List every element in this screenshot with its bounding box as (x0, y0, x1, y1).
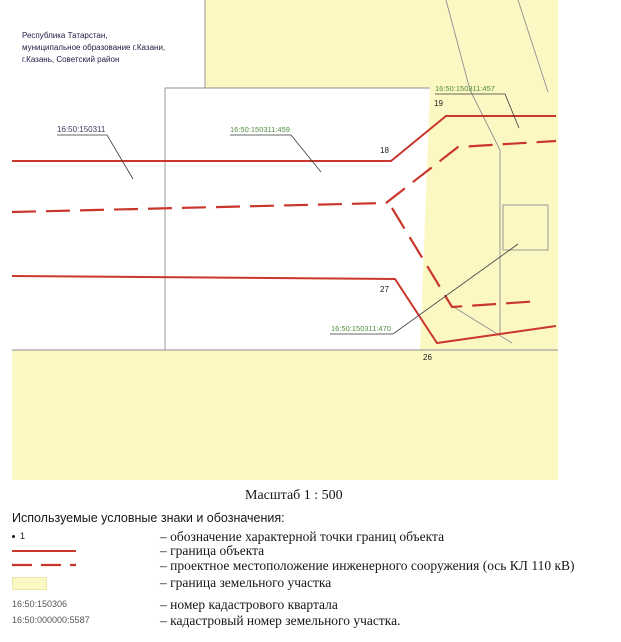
dashed-red-line-icon (12, 563, 76, 567)
legend-description: – обозначение характерной точки границ объекта (160, 529, 445, 544)
quarter-number-label: 16:50:150311 (57, 125, 106, 134)
legend-description: – кадастровый номер земельного участка. (160, 613, 401, 628)
point-number-27: 27 (380, 285, 389, 294)
legend-item-quarter-number (0, 597, 621, 612)
legend-item-point (0, 529, 621, 544)
yellow-fill-swatch-icon (12, 577, 47, 590)
legend-description: – номер кадастрового квартала (160, 597, 338, 612)
point-number-18: 18 (380, 146, 389, 155)
point-number-19: 19 (434, 99, 443, 108)
location-line-1: Республика Татарстан, (22, 31, 108, 40)
parcel-number-470: 16:50:150311:470 (331, 324, 391, 333)
point-number-26: 26 (423, 353, 432, 362)
legend-item-parcel-number (0, 613, 621, 628)
legend-title: Используемые условные знаки и обозначения: (12, 511, 285, 525)
map-scale: Масштаб 1 : 500 (245, 488, 343, 503)
legend-description: – проектное местоположение инженерного сооружения (ось КЛ 110 кВ) (160, 558, 575, 573)
legend-item-land-plot (0, 575, 621, 590)
parcel-number-457: 16:50:150311:457 (435, 84, 495, 93)
legend-quarter-sample: 16:50:150306 (12, 599, 68, 609)
point-marker-icon (12, 535, 15, 538)
location-line-3: г.Казань, Советский район (22, 55, 120, 64)
legend-item-object-boundary (0, 543, 621, 558)
legend-point-sample: 1 (20, 531, 26, 541)
legend-parcel-sample: 16:50:000000:5587 (12, 615, 90, 625)
legend-description: – граница земельного участка (160, 575, 332, 590)
parcel-number-459: 16:50:150311:459 (230, 125, 290, 134)
legend-item-cable-axis (0, 558, 621, 573)
location-line-2: муниципальное образование г.Казани, (22, 43, 166, 52)
legend-description: – граница объекта (160, 543, 265, 558)
solid-red-line-icon (12, 550, 76, 552)
